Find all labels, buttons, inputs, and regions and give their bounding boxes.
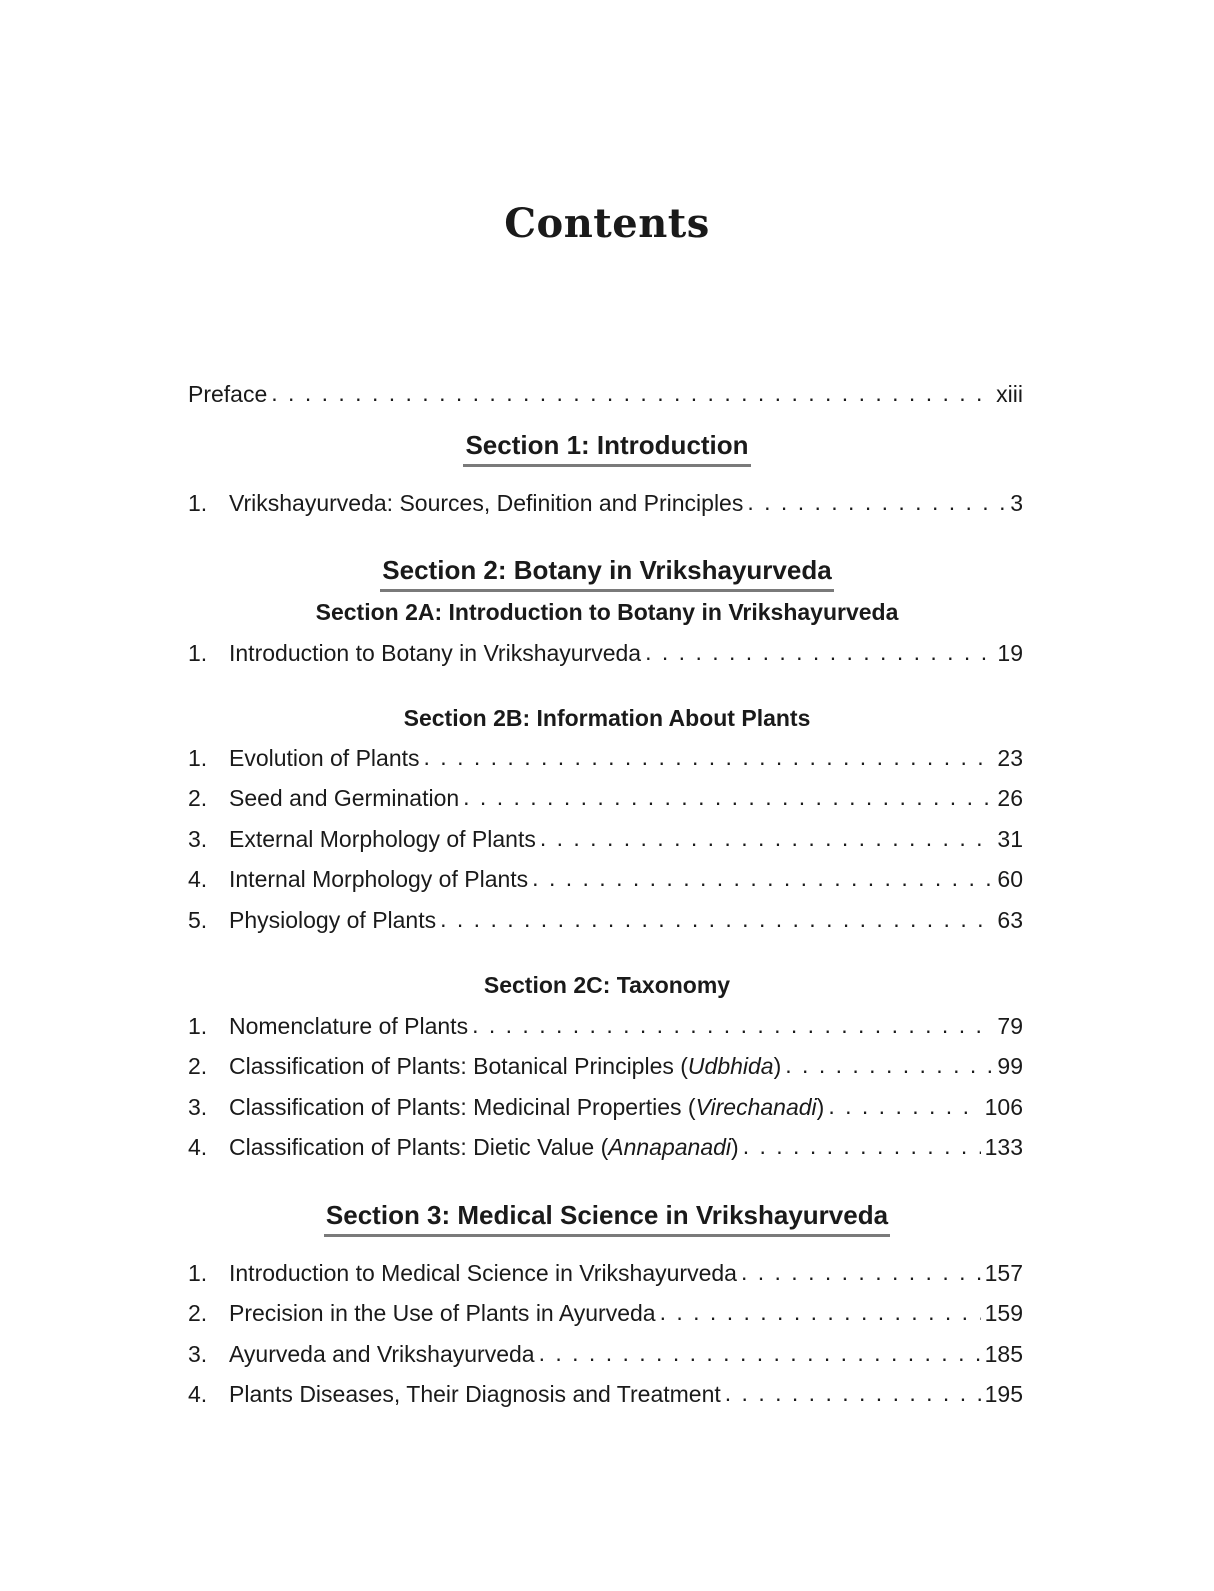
toc-entry-number: 1. [188,640,208,666]
toc-entry-page: 79 [997,1013,1023,1039]
dot-leader [271,377,992,409]
section-heading [0,553,1214,592]
title-suffix: ) [731,1134,739,1160]
toc-entry-title [229,1091,824,1123]
toc-entry-page: 63 [997,907,1023,933]
title-prefix: Classification of Plants: Botanical Principles ( [229,1053,688,1079]
toc-entry-number: 3. [188,1094,208,1120]
toc-entry[interactable] [188,863,1023,895]
toc-entry-title: Seed and Germination [229,785,460,811]
toc-entry[interactable] [188,782,1023,814]
toc-entry-number: 3. [188,826,208,852]
subsection-heading: Section 2A: Introduction to Botany in Vrikshayurveda [315,599,899,625]
toc-entry-number: 2. [188,1300,208,1326]
toc-entry-page: 159 [984,1300,1023,1326]
dot-leader [785,1049,993,1081]
toc-entry-title: External Morphology of Plants [229,826,536,852]
toc-entry-title: Vrikshayurveda: Sources, Definition and Principles [229,490,744,516]
toc-entry-page: 99 [997,1053,1023,1079]
dot-leader [725,1377,981,1409]
toc-entry-title: Plants Diseases, Their Diagnosis and Treatment [229,1381,721,1407]
toc-entry[interactable] [188,1050,1023,1082]
title-italic: Virechanadi [695,1094,817,1120]
section-heading-text: Section 3: Medical Science in Vrikshayurveda [324,1198,890,1237]
toc-entry[interactable] [188,1378,1023,1410]
toc-entry[interactable] [188,1297,1023,1329]
dot-leader [539,1337,981,1369]
toc-entry[interactable] [188,742,1023,774]
toc-entry-page: 133 [984,1134,1023,1160]
subsection-heading: Section 2C: Taxonomy [483,972,731,998]
toc-entry-number: 2. [188,785,208,811]
toc-entry-title: Ayurveda and Vrikshayurveda [229,1341,535,1367]
toc-entry-title: Introduction to Medical Science in Vrikshayurveda [229,1260,737,1286]
toc-entry-number: 1. [188,490,208,516]
toc-entry-title: Nomenclature of Plants [229,1013,469,1039]
title-prefix: Classification of Plants: Dietic Value ( [229,1134,609,1160]
toc-entry-number: 1. [188,745,208,771]
toc-entry-page: 185 [984,1341,1023,1367]
dot-leader [828,1090,980,1122]
section-heading-text: Section 1: Introduction [463,428,750,467]
toc-entry-title: Preface [188,381,268,407]
title-suffix: ) [816,1094,825,1120]
dot-leader [532,862,993,894]
dot-leader [660,1296,981,1328]
toc-entry-page: 31 [997,826,1023,852]
toc-entry-number: 1. [188,1013,208,1039]
toc-entry-page: 19 [997,640,1023,666]
dot-leader [743,1130,981,1162]
section-heading-text: Section 2: Botany in Vrikshayurveda [380,553,833,592]
title-italic: Annapanadi [608,1134,732,1160]
toc-entry-title: Physiology of Plants [229,907,437,933]
toc-entry-page: xiii [996,381,1023,407]
toc-entry-title: Evolution of Plants [229,745,420,771]
dot-leader [463,781,993,813]
title-prefix: Classification of Plants: Medicinal Properties ( [229,1094,696,1120]
title-suffix: ) [773,1053,782,1079]
toc-entry-title: Precision in the Use of Plants in Ayurveda [229,1300,656,1326]
toc-entry[interactable] [188,1338,1023,1370]
section-heading [0,428,1214,467]
dot-leader [645,636,993,668]
dot-leader [540,822,994,854]
toc-entry-page: 26 [997,785,1023,811]
toc-entry[interactable] [188,1131,1023,1163]
toc-entry[interactable] [188,1091,1023,1123]
toc-entry-number: 4. [188,1134,208,1160]
toc-entry[interactable] [188,487,1023,519]
toc-entry-number: 1. [188,1260,208,1286]
toc-entry-number: 2. [188,1053,208,1079]
toc-entry-page: 60 [997,866,1023,892]
toc-entry[interactable] [188,904,1023,936]
toc-entry-preface[interactable] [188,378,1023,410]
dot-leader [440,903,993,935]
section-heading [0,1198,1214,1237]
dot-leader [747,486,1006,518]
page-title: Contents [504,200,710,247]
toc-entry-number: 4. [188,866,208,892]
toc-entry-title: Introduction to Botany in Vrikshayurveda [229,640,642,666]
toc-entry-title [229,1050,781,1082]
toc-entry-page: 195 [984,1381,1023,1407]
dot-leader [472,1009,993,1041]
subsection-heading: Section 2B: Information About Plants [403,705,811,731]
toc-entry-number: 5. [188,907,208,933]
toc-entry[interactable] [188,637,1023,669]
toc-entry[interactable] [188,1257,1023,1289]
toc-entry[interactable] [188,823,1023,855]
toc-entry-title [229,1131,739,1163]
toc-entry-page: 157 [984,1260,1023,1286]
dot-leader [424,741,994,773]
toc-entry-title: Internal Morphology of Plants [229,866,529,892]
toc-entry-number: 3. [188,1341,208,1367]
dot-leader [741,1256,981,1288]
toc-entry[interactable] [188,1010,1023,1042]
title-italic: Udbhida [687,1053,774,1079]
toc-entry-number: 4. [188,1381,208,1407]
toc-entry-page: 3 [1010,490,1023,516]
toc-entry-page: 106 [984,1094,1023,1120]
toc-entry-page: 23 [997,745,1023,771]
